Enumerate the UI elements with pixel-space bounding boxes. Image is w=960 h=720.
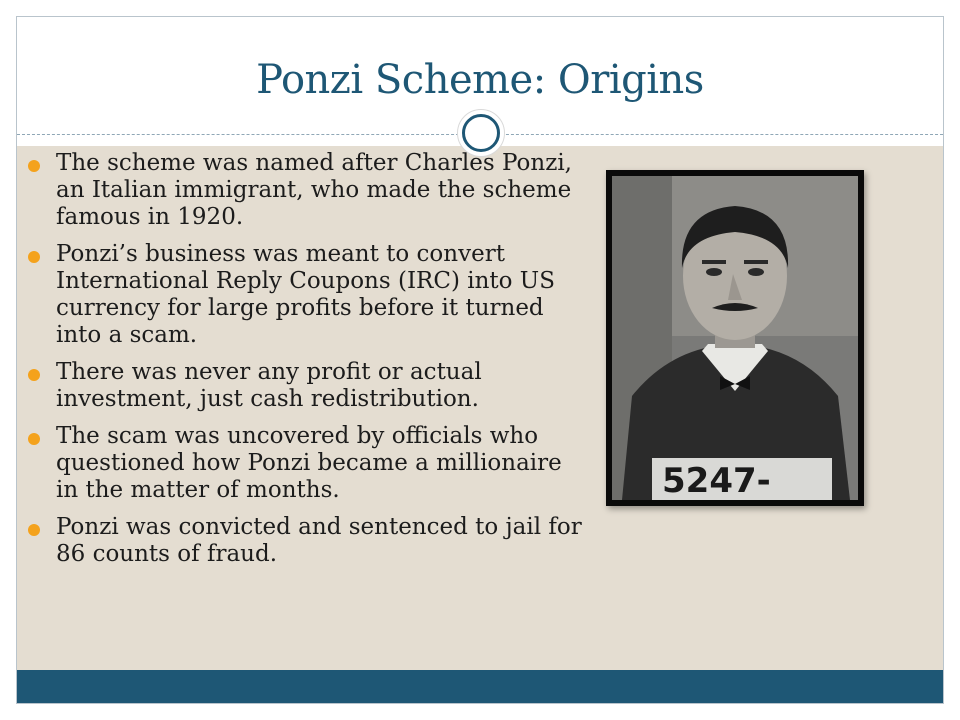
portrait-photo (606, 170, 864, 506)
bullet-dot-icon (28, 160, 40, 172)
bullet-text: The scheme was named after Charles Ponzi, an Italian immigrant, who made the scheme famous in 1920. (56, 150, 572, 230)
bullet-item (28, 423, 588, 504)
footer-bar (17, 670, 943, 703)
bullet-text: Ponzi was convicted and sentenced to jail for 86 counts of fraud. (56, 514, 582, 567)
portrait-image (612, 176, 858, 500)
bullet-item (28, 241, 588, 349)
slide-title: Ponzi Scheme: Origins (256, 57, 704, 103)
bullet-text: The scam was uncovered by officials who questioned how Ponzi became a millionaire in the matter of months. (56, 423, 562, 503)
bullet-item (28, 514, 588, 568)
bullet-dot-icon (28, 369, 40, 381)
bullet-dot-icon (28, 251, 40, 263)
bullet-text: There was never any profit or actual investment, just cash redistribution. (56, 359, 482, 412)
bullet-item (28, 150, 588, 231)
bullet-item (28, 359, 588, 413)
bullet-list (28, 150, 588, 578)
mugshot-placard-number: 5247- (662, 461, 771, 500)
bullet-dot-icon (28, 524, 40, 536)
bullet-text: Ponzi’s business was meant to convert International Reply Coupons (IRC) into US currency for large profits before it turned into a scam. (56, 241, 555, 348)
bullet-dot-icon (28, 433, 40, 445)
